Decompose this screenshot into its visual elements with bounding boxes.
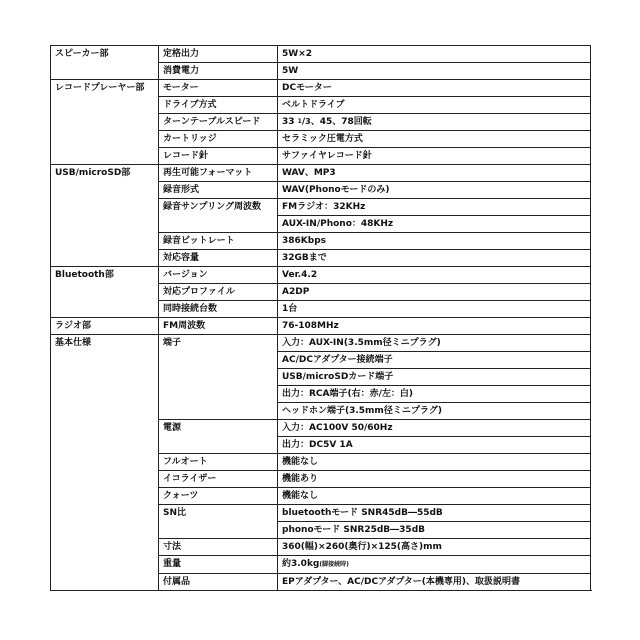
value-cell: 386Kbps	[278, 233, 591, 250]
value-text: 33	[282, 117, 295, 127]
item-cell: イコライザー	[159, 471, 278, 488]
fraction-numerator: 1	[297, 118, 302, 125]
item-cell: 録音ビットレート	[159, 233, 278, 250]
item-cell: 寸法	[159, 539, 278, 556]
item-cell: 同時接続台数	[159, 301, 278, 318]
value-cell: 76-108MHz	[278, 318, 591, 335]
table-row	[51, 267, 591, 284]
table-row	[51, 318, 591, 335]
item-cell: 電源	[159, 420, 278, 454]
value-cell: AC/DCアダプター接続端子	[278, 352, 591, 369]
value-cell: ヘッドホン端子(3.5mm径ミニプラグ)	[278, 403, 591, 420]
value-cell: サファイヤレコード針	[278, 148, 591, 165]
value-cell: 5W	[278, 63, 591, 80]
value-cell: 5W×2	[278, 46, 591, 63]
item-cell: モーター	[159, 80, 278, 97]
item-cell: バージョン	[159, 267, 278, 284]
item-cell: 消費電力	[159, 63, 278, 80]
value-cell: A2DP	[278, 284, 591, 301]
category-cell: スピーカー部	[51, 46, 159, 80]
value-cell: 32GBまで	[278, 250, 591, 267]
item-cell: 録音サンプリング周波数	[159, 199, 278, 233]
value-cell: 機能なし	[278, 454, 591, 471]
value-cell: USB/microSDカード端子	[278, 369, 591, 386]
table-row	[51, 80, 591, 97]
value-cell: phonoモード SNR25dB―35dB	[278, 522, 591, 539]
fraction: $^1$/3	[297, 117, 311, 127]
fraction-denominator: 3	[305, 117, 311, 126]
value-cell: セラミック圧電方式	[278, 131, 591, 148]
value-cell: 入力：AC100V 50/60Hz	[278, 420, 591, 437]
value-cell	[278, 114, 591, 131]
value-cell: 360(幅)×260(奥行)×125(高さ)mm	[278, 539, 591, 556]
item-cell: 重量	[159, 556, 278, 574]
spec-table	[50, 45, 591, 591]
value-cell: DCモーター	[278, 80, 591, 97]
value-cell: AUX-IN/Phono：48KHz	[278, 216, 591, 233]
value-cell: 1台	[278, 301, 591, 318]
item-cell: レコード針	[159, 148, 278, 165]
item-cell: FM周波数	[159, 318, 278, 335]
item-cell: クォーツ	[159, 488, 278, 505]
table-row	[51, 46, 591, 63]
category-cell: Bluetooth部	[51, 267, 159, 318]
value-cell: 機能なし	[278, 488, 591, 505]
value-cell: EPアダプター、AC/DCアダプター(本機専用)、取扱説明書	[278, 574, 591, 591]
value-cell: FMラジオ：32KHz	[278, 199, 591, 216]
value-cell	[278, 556, 591, 574]
category-cell: 付属品	[159, 574, 278, 591]
value-note: (脚接続時)	[319, 561, 349, 568]
table-row	[51, 165, 591, 182]
category-cell: レコードプレーヤー部	[51, 80, 159, 165]
item-cell: 定格出力	[159, 46, 278, 63]
item-cell: カートリッジ	[159, 131, 278, 148]
item-cell: 端子	[159, 335, 278, 420]
item-cell: ターンテーブルスピード	[159, 114, 278, 131]
value-cell: ベルトドライブ	[278, 97, 591, 114]
category-cell: 基本仕様	[51, 335, 159, 591]
value-cell: 出力：RCA端子(右：赤/左：白)	[278, 386, 591, 403]
table-row	[51, 335, 591, 352]
item-cell: SN比	[159, 505, 278, 539]
item-cell: フルオート	[159, 454, 278, 471]
value-cell: 機能あり	[278, 471, 591, 488]
value-cell: WAV(Phonoモードのみ)	[278, 182, 591, 199]
value-text: 、45、78回転	[310, 117, 372, 127]
category-cell: ラジオ部	[51, 318, 159, 335]
value-cell: WAV、MP3	[278, 165, 591, 182]
item-cell: 対応容量	[159, 250, 278, 267]
item-cell: 録音形式	[159, 182, 278, 199]
item-cell: ドライブ方式	[159, 97, 278, 114]
value-cell: Ver.4.2	[278, 267, 591, 284]
item-cell: 対応プロファイル	[159, 284, 278, 301]
value-text: 約3.0kg	[282, 559, 320, 569]
value-cell: 出力：DC5V 1A	[278, 437, 591, 454]
category-cell: USB/microSD部	[51, 165, 159, 267]
value-cell: 入力：AUX-IN(3.5mm径ミニプラグ)	[278, 335, 591, 352]
item-cell: 再生可能フォーマット	[159, 165, 278, 182]
value-cell: bluetoothモード SNR45dB―55dB	[278, 505, 591, 522]
